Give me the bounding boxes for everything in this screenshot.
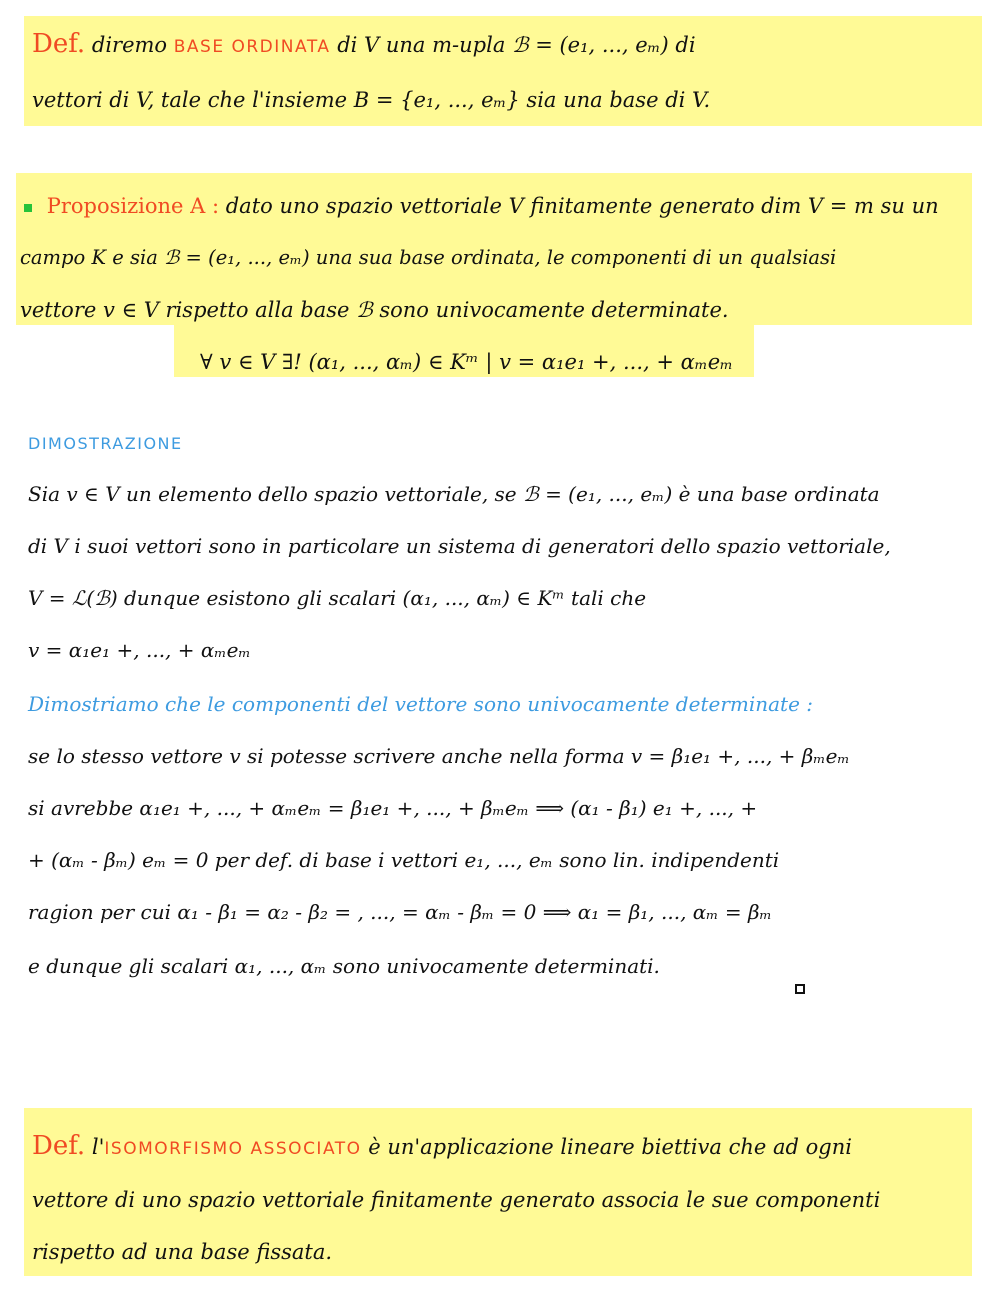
def1-line-1 (32, 30, 696, 61)
proof-line-3: V = ℒ(ℬ) dunque esistono gli scalari (α₁, ..., αₘ) ∈ Kᵐ tali che (28, 586, 647, 610)
prop-line-2: campo K e sia ℬ = (e₁, ..., eₘ) una sua base ordinata, le componenti di un qualsiasi (20, 246, 837, 269)
bullet-square-icon (24, 204, 32, 212)
proof-line-4: v = α₁e₁ +, ..., + αₘeₘ (28, 638, 251, 662)
def1-head: Def. (32, 29, 86, 59)
proof-heading: DIMOSTRAZIONE (28, 434, 183, 453)
def1-term: BASE ORDINATA (173, 37, 331, 57)
prop-line1-text: dato uno spazio vettoriale V finitamente generato dim V = m su un (225, 194, 939, 218)
proof-line-7: si avrebbe α₁e₁ +, ..., + αₘeₘ = β₁e₁ +, ..., + βₘeₘ ⟹ (α₁ - β₁) e₁ +, ..., + (28, 796, 758, 820)
def1-line-2: vettori di V, tale che l'insieme B = {e₁, ..., eₘ} sia una base di V. (32, 88, 711, 112)
def2-line-3: rispetto ad una base fissata. (32, 1240, 333, 1264)
def1-line1-rest: di V una m-upla ℬ = (e₁, ..., eₘ) di (337, 33, 696, 57)
def2-pre: l' (91, 1135, 105, 1159)
def1-pre: diremo (91, 33, 168, 57)
def2-line-1 (32, 1132, 852, 1163)
def2-head: Def. (32, 1131, 86, 1161)
proof-line-10: e dunque gli scalari α₁, ..., αₘ sono univocamente determinati. (28, 954, 660, 978)
prop-title: Proposizione A : (46, 194, 220, 218)
proof-line-9: ragion per cui α₁ - β₁ = α₂ - β₂ = , ..., = αₘ - βₘ = 0 ⟹ α₁ = β₁, ..., αₘ = βₘ (28, 900, 772, 924)
def2-line1-rest: è un'applicazione lineare biettiva che ad ogni (368, 1135, 852, 1159)
prop-line-3: vettore v ∈ V rispetto alla base ℬ sono univocamente determinate. (20, 298, 729, 322)
qed-square-icon (795, 984, 805, 994)
proof-line-6: se lo stesso vettore v si potesse scrivere anche nella forma v = β₁e₁ +, ..., + βₘeₘ (28, 744, 850, 768)
proof-line-1: Sia v ∈ V un elemento dello spazio vettoriale, se ℬ = (e₁, ..., eₘ) è una base ordinata (28, 482, 880, 506)
proof-line-2: di V i suoi vettori sono in particolare un sistema di generatori dello spazio vettoriale, (28, 534, 891, 558)
prop-formula: ∀ v ∈ V ∃! (α₁, ..., αₘ) ∈ Kᵐ | v = α₁e₁ +, ..., + αₘeₘ (200, 350, 734, 374)
def2-line-2: vettore di uno spazio vettoriale finitamente generato associa le sue componenti (32, 1188, 881, 1212)
prop-line-1 (24, 192, 939, 220)
proof-line-8: + (αₘ - βₘ) eₘ = 0 per def. di base i vettori e₁, ..., eₘ sono lin. indipendenti (28, 848, 780, 872)
def2-term: ISOMORFISMO ASSOCIATO (104, 1139, 362, 1159)
proof-line-5: Dimostriamo che le componenti del vettore sono univocamente determinate : (28, 692, 814, 716)
